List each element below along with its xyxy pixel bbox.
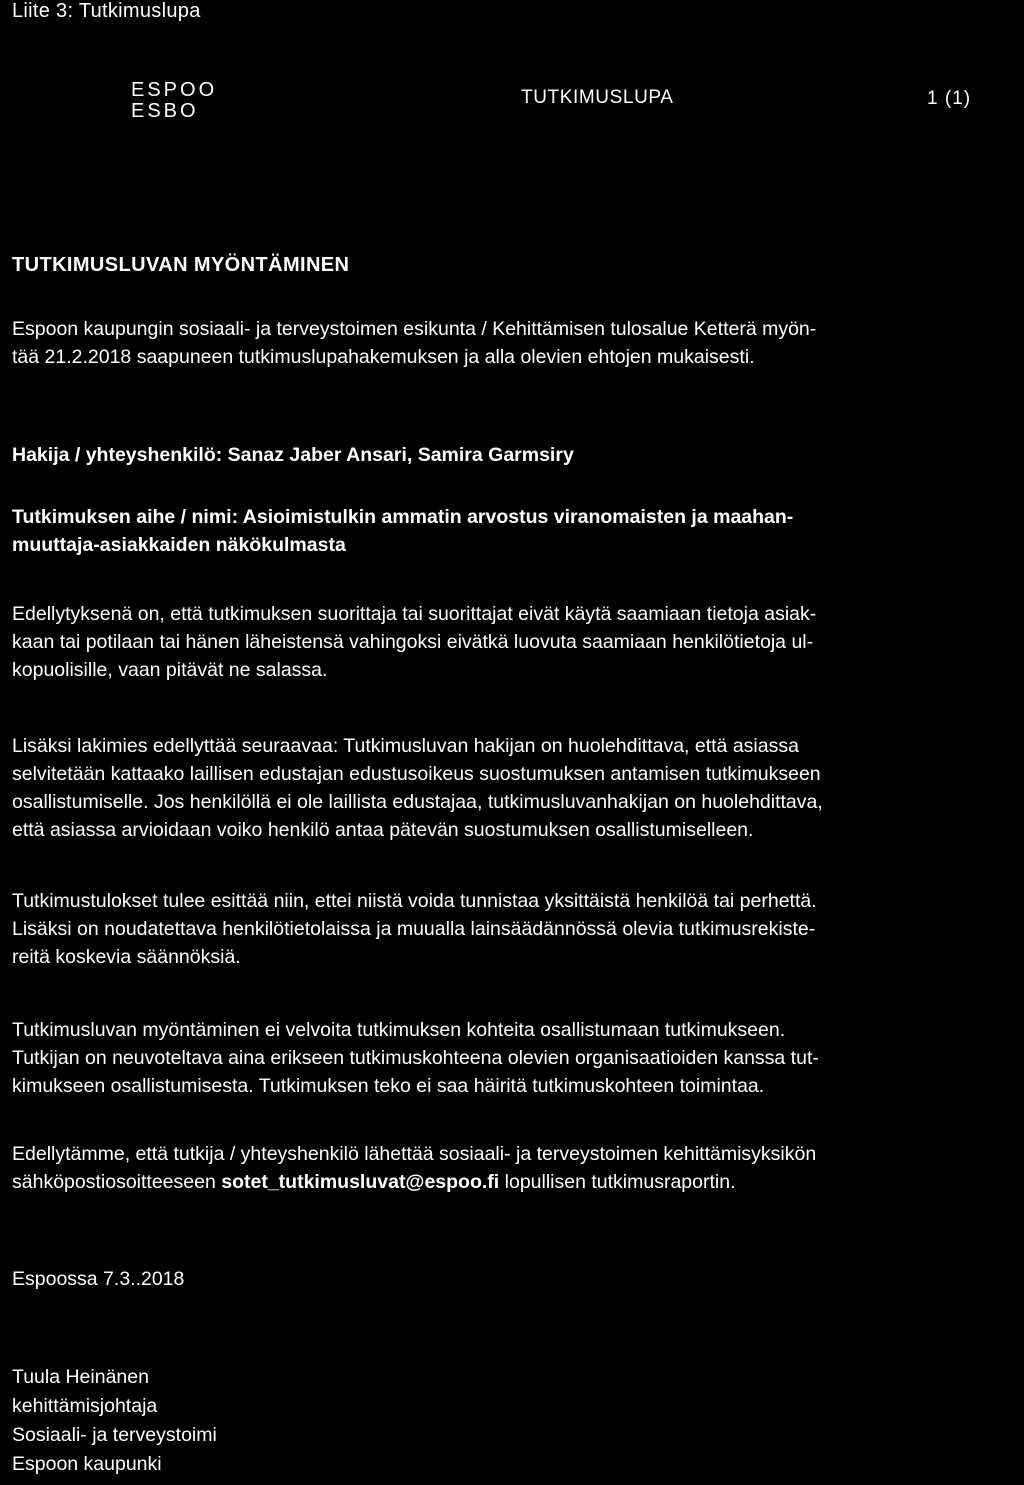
paragraph-line	[12, 1168, 1016, 1196]
paragraph-line: kimukseen osallistumisesta. Tutkimuksen teko ei saa häiritä tutkimuskohteen toimintaa.	[12, 1075, 765, 1097]
signer-organization: Espoon kaupunki	[12, 1453, 162, 1475]
intro-line: tää 21.2.2018 saapuneen tutkimuslupahakemuksen ja alla olevien ehtojen mukaisesti.	[12, 346, 755, 368]
applicant-text: Hakija / yhteyshenkilö: Sanaz Jaber Ansari, Samira Garmsiry	[12, 444, 574, 466]
topic-line: Tutkimuksen aihe / nimi: Asioimistulkin ammatin arvostus viranomaisten ja maahan-	[12, 506, 794, 528]
condition-anonymity	[12, 887, 1016, 971]
email-prefix-text: sähköpostiosoitteeseen	[12, 1171, 222, 1193]
condition-confidentiality	[12, 600, 1016, 684]
paragraph-line: Edellytämme, että tutkija / yhteyshenkilö lähettää sosiaali- ja terveystoimen kehittämisyksikön	[12, 1143, 817, 1165]
paragraph-line: kopuolisille, vaan pitävät ne salassa.	[12, 659, 328, 681]
email-link[interactable]: sotet_tutkimusluvat@espoo.fi	[221, 1171, 500, 1193]
signer-department: Sosiaali- ja terveystoimi	[12, 1424, 217, 1446]
condition-participation	[12, 1016, 1016, 1100]
topic-line: muuttaja-asiakkaiden näkökulmasta	[12, 534, 346, 556]
paragraph-line: että asiassa arvioidaan voiko henkilö antaa pätevän suostumuksen osallistumiselleen.	[12, 819, 754, 841]
logo-line-esbo: ESBO	[131, 100, 199, 122]
paragraph-line: Tutkijan on neuvoteltava aina erikseen tutkimuskohteena olevien organisaatioiden kanssa tut-	[12, 1047, 819, 1069]
condition-legal-representative	[12, 732, 1016, 844]
intro-paragraph	[12, 315, 1016, 371]
espoo-logo	[131, 80, 217, 122]
signer-title: kehittämisjohtaja	[12, 1395, 158, 1417]
paragraph-line: kaan tai potilaan tai hänen läheistensä vahingoksi eivätkä luovuta saamiaan henkilötietoja ul-	[12, 631, 814, 653]
appendix-label: Liite 3: Tutkimuslupa	[12, 0, 201, 22]
place-and-date: Espoossa 7.3..2018	[12, 1268, 185, 1290]
page-title: TUTKIMUSLUVAN MYÖNTÄMINEN	[12, 254, 350, 276]
paragraph-line: selvitetään kattaako laillisen edustajan edustusoikeus suostumuksen antamisen tutkimukseen	[12, 763, 821, 785]
logo-line-espoo: ESPOO	[131, 79, 218, 101]
paragraph-line: osallistumiselle. Jos henkilöllä ei ole laillista edustajaa, tutkimusluvanhakijan on huolehdittava,	[12, 791, 823, 813]
paragraph-line: Lisäksi lakimies edellyttää seuraavaa: Tutkimusluvan hakijan on huolehdittava, että asiassa	[12, 735, 799, 757]
signature-block	[12, 1363, 217, 1479]
page-number: 1 (1)	[927, 88, 972, 109]
applicant-line	[12, 441, 1016, 469]
document-type: TUTKIMUSLUPA	[521, 87, 674, 108]
research-topic	[12, 503, 1016, 559]
paragraph-line: Lisäksi on noudatettava henkilötietolaissa ja muualla lainsäädännössä olevia tutkimusrekiste-	[12, 918, 816, 940]
intro-line: Espoon kaupungin sosiaali- ja terveystoimen esikunta / Kehittämisen tulosalue Ketterä myön-	[12, 318, 817, 340]
condition-report-submission	[12, 1140, 1016, 1196]
email-suffix-text: lopullisen tutkimusraportin.	[499, 1171, 736, 1193]
paragraph-line: Edellytyksenä on, että tutkimuksen suorittaja tai suorittajat eivät käytä saamiaan tietoja asiak-	[12, 603, 817, 625]
signer-name: Tuula Heinänen	[12, 1366, 149, 1388]
paragraph-line: reitä koskevia säännöksiä.	[12, 946, 241, 968]
paragraph-line: Tutkimusluvan myöntäminen ei velvoita tutkimuksen kohteita osallistumaan tutkimukseen.	[12, 1019, 786, 1041]
paragraph-line: Tutkimustulokset tulee esittää niin, ettei niistä voida tunnistaa yksittäistä henkilöä tai perhettä.	[12, 890, 817, 912]
